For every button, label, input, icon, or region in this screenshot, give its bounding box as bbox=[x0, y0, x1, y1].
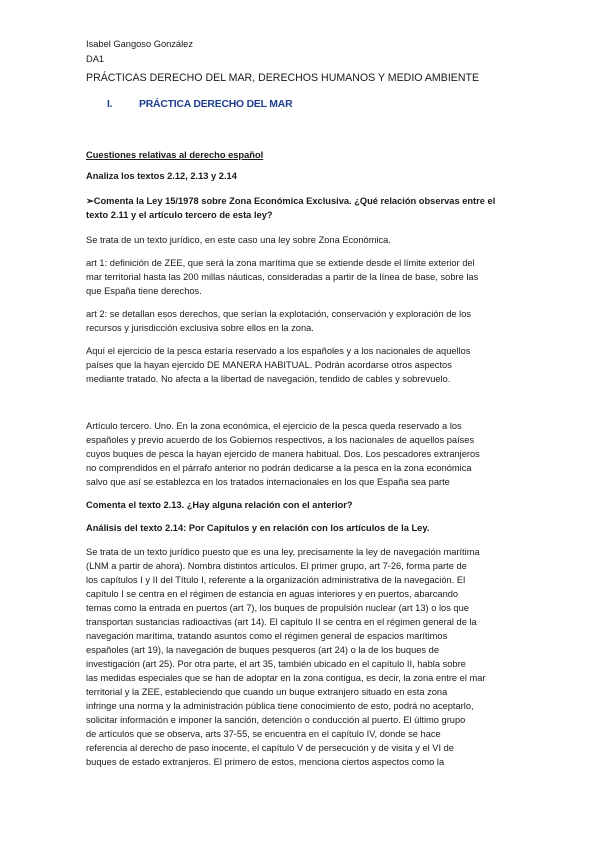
paragraph-6-line-13: solicitar información e imponer la sanción, detención o conducción al puerto. El último grupo bbox=[86, 715, 466, 725]
paragraph-5-line-2: españoles y previo acuerdo de los Gobiernos respectivos, a los nacionales de aquellos países bbox=[86, 435, 475, 445]
paragraph-4-line-1: Aquí el ejercicio de la pesca estaría reservado a los españoles y a los nacionales de aquellos bbox=[86, 346, 471, 356]
paragraph-6-line-11: territorial y la ZEE, estableciendo que cuando un buque extranjero situado en esta zona bbox=[86, 687, 448, 697]
author-name: Isabel Gangoso González bbox=[86, 39, 193, 49]
paragraph-4-line-2: países que la hayan ejercido DE MANERA HABITUAL. Podrán acordarse otros aspectos bbox=[86, 360, 452, 370]
analiza-heading: Analiza los textos 2.12, 2.13 y 2.14 bbox=[86, 171, 237, 181]
paragraph-6-line-2: (LNM a partir de ahora). Nombra distintos artículos. El primer grupo, art 7-26, forma parte de bbox=[86, 561, 467, 571]
paragraph-6-line-6: transportan sustancias radioactivas (art 14). El capítulo II se centra en el régimen general de la bbox=[86, 617, 477, 627]
paragraph-6-line-4: capítulo I se centra en el régimen de estancia en aguas interiores y en puertos, abarcando bbox=[86, 589, 459, 599]
paragraph-6-line-5: temas como la entrada en puertos (art 7), los buques de propulsión nuclear (art 13) o los que bbox=[86, 603, 469, 613]
paragraph-6-line-9: investigación (art 25). Por otra parte, el art 35, también ubicado en el capítulo II, habla sobre bbox=[86, 659, 466, 669]
paragraph-2-line-1: art 1: definición de ZEE, que será la zona marítima que se extiende desde el límite exterior del bbox=[86, 258, 475, 268]
paragraph-5-line-1: Artículo tercero. Uno. En la zona económica, el ejercicio de la pesca queda reservado a los bbox=[86, 421, 462, 431]
paragraph-2-line-2: mar territorial hasta las 200 millas náuticas, consideradas a partir de la línea de base, sobre las bbox=[86, 272, 479, 282]
paragraph-1: Se trata de un texto jurídico, en este caso una ley sobre Zona Económica. bbox=[86, 235, 391, 245]
question-2: Comenta el texto 2.13. ¿Hay alguna relación con el anterior? bbox=[86, 500, 353, 510]
question-3: Análisis del texto 2.14: Por Capítulos y en relación con los artículos de la Ley. bbox=[86, 523, 430, 533]
paragraph-4-line-3: mediante tratado. No afecta a la libertad de navegación, tendido de cables y sobrevuelo. bbox=[86, 374, 451, 384]
section-title: PRÁCTICA DERECHO DEL MAR bbox=[139, 99, 293, 110]
paragraph-6-line-12: infringe una norma y la administración pública tiene conocimiento de esto, podrá no aceptarlo, bbox=[86, 701, 474, 711]
paragraph-6-line-16: buques de estado extranjeros. El primero de estos, menciona ciertos aspectos como la bbox=[86, 757, 445, 767]
paragraph-5-line-5: salvo que así se establezca en los tratados internacionales en los que España sea parte bbox=[86, 477, 450, 487]
paragraph-6-line-14: de artículos que se observa, arts 37-55, se encuentra en el capítulo IV, donde se hace bbox=[86, 729, 441, 739]
paragraph-6-line-3: los capítulos I y II del Título I, referente a la organización administrativa de la navegación. El bbox=[86, 575, 466, 585]
paragraph-6-line-10: las medidas especiales que se han de adoptar en la zona contigua, es decir, la zona entre el mar bbox=[86, 673, 486, 683]
paragraph-2-line-3: que España tiene derechos. bbox=[86, 286, 202, 296]
question-1-line-2: texto 2.11 y el artículo tercero de esta ley? bbox=[86, 210, 273, 220]
course-code: DA1 bbox=[86, 54, 105, 64]
paragraph-6-line-8: españoles (art 19), la navegación de buques pesqueros (art 24) o la de los buques de bbox=[86, 645, 440, 655]
section-number: I. bbox=[107, 99, 113, 110]
paragraph-6-line-1: Se trata de un texto jurídico puesto que es una ley, precisamente la ley de navegación marítima bbox=[86, 547, 480, 557]
subheading: Cuestiones relativas al derecho español bbox=[86, 150, 264, 160]
paragraph-6-line-15: referencia al derecho de paso inocente, el capítulo V de persecución y de visita y el VI de bbox=[86, 743, 454, 753]
paragraph-5-line-4: no comprendidos en el párrafo anterior no podrán dedicarse a la pesca en la zona económica bbox=[86, 463, 472, 473]
paragraph-3-line-1: art 2: se detallan esos derechos, que serían la explotación, conservación y exploración de los bbox=[86, 309, 472, 319]
question-1-line-1: ➢Comenta la Ley 15/1978 sobre Zona Económica Exclusiva. ¿Qué relación observas entre el bbox=[86, 196, 496, 206]
paragraph-5-line-3: cuyos buques de pesca la hayan ejercido de manera habitual. Dos. Los pescadores extranjeros bbox=[86, 449, 480, 459]
document-title: PRÁCTICAS DERECHO DEL MAR, DERECHOS HUMANOS Y MEDIO AMBIENTE bbox=[86, 72, 480, 84]
paragraph-3-line-2: recursos y jurisdicción exclusiva sobre ellos en la zona. bbox=[86, 323, 314, 333]
paragraph-6-line-7: navegación marítima, tratando asuntos como el régimen general de espacios marítimos bbox=[86, 631, 448, 641]
